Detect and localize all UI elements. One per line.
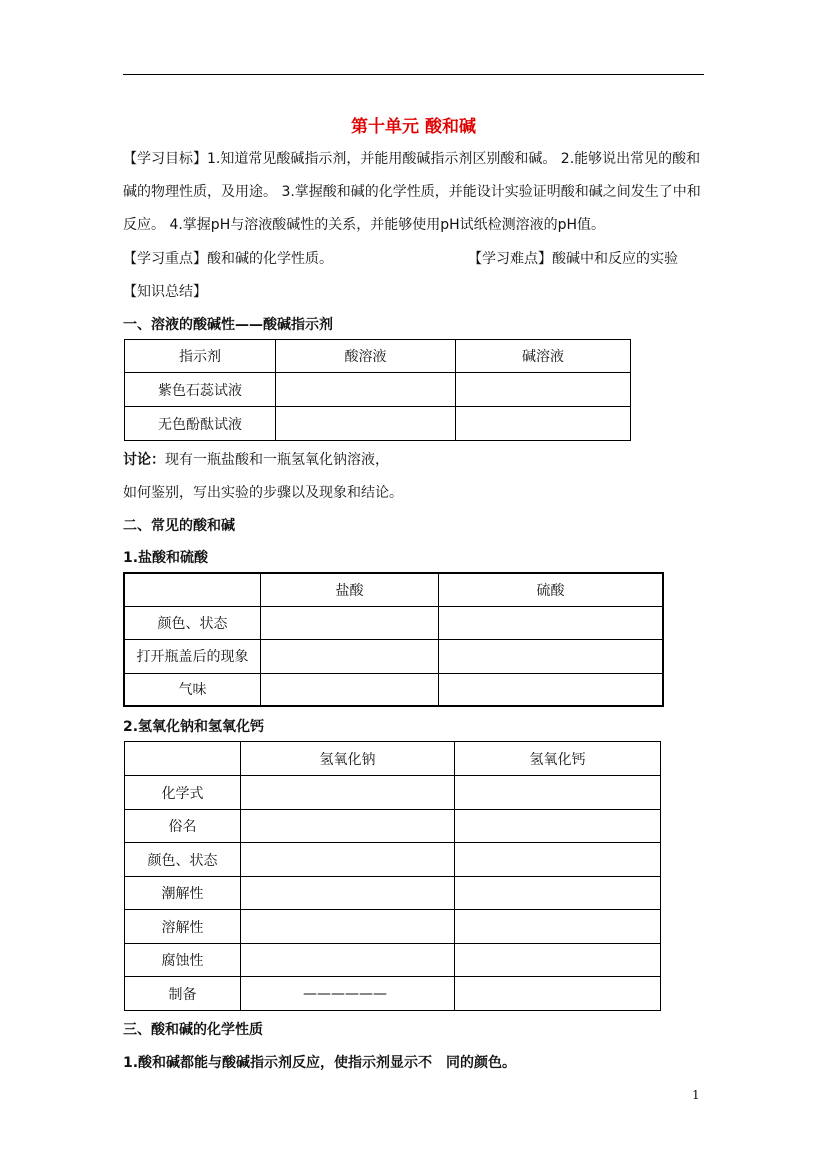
table-cell: 潮解性 (125, 877, 241, 910)
page-number: 1 (692, 1088, 700, 1102)
table-row (125, 810, 661, 843)
table-row (124, 639, 663, 673)
table-cell: 腐蚀性 (125, 944, 241, 977)
table-header-cell (124, 573, 261, 606)
base-table (124, 741, 661, 1011)
table-cell (276, 373, 456, 407)
table-header-cell: 硫酸 (439, 573, 664, 606)
header-rule (123, 74, 704, 75)
table-cell (439, 639, 664, 673)
table-header-row (124, 573, 663, 606)
table-cell (439, 673, 664, 706)
table-cell: 气味 (124, 673, 261, 706)
table-cell: 无色酚酞试液 (125, 407, 276, 441)
table-row (125, 776, 661, 810)
table-cell (241, 910, 455, 944)
table-cell: —————— (241, 977, 455, 1011)
table-row (125, 944, 661, 977)
section-3-heading: 三、酸和碱的化学性质 (123, 1022, 263, 1038)
table-cell (455, 910, 661, 944)
table-cell (241, 944, 455, 977)
table-cell: 打开瓶盖后的现象 (124, 639, 261, 673)
discussion-line-2: 如何鉴别，写出实验的步骤以及现象和结论。 (123, 485, 403, 501)
table-row (125, 977, 661, 1011)
page-title: 第十单元 酸和碱 (351, 117, 476, 137)
section-1-heading: 一、溶液的酸碱性——酸碱指示剂 (123, 317, 333, 333)
table-header-cell (125, 742, 241, 776)
table-cell (455, 843, 661, 877)
table-header-cell: 酸溶液 (276, 340, 456, 373)
table-cell (439, 606, 664, 639)
discussion (123, 449, 389, 469)
table-cell (455, 877, 661, 910)
table-cell: 颜色、状态 (124, 606, 261, 639)
learning-goals: 【学习目标】1.知道常见酸碱指示剂，并能用酸碱指示剂区别酸和碱。 2.能够说出常见的酸和碱的物理性质，及用途。 3.掌握酸和碱的化学性质，并能设计实验证明酸和碱之间发生了中和反应。 4.掌握pH与溶液酸碱性的关系，并能够使用pH试纸检测溶液的pH值。 (123, 151, 701, 233)
subsection-3-heading: 1.酸和碱都能与酸碱指示剂反应，使指示剂显示不 同的颜色。 (123, 1055, 517, 1071)
table-header-cell: 氢氧化钠 (241, 742, 455, 776)
table-cell (455, 944, 661, 977)
table-cell (455, 810, 661, 843)
table-header-row (125, 340, 631, 373)
key-point: 【学习重点】酸和碱的化学性质。 (123, 251, 333, 267)
table-row (124, 673, 663, 706)
table-row (125, 843, 661, 877)
table-cell (241, 877, 455, 910)
table-row (124, 606, 663, 639)
table-row (125, 373, 631, 407)
subsection-2-heading: 2.氢氧化钠和氢氧化钙 (123, 719, 265, 735)
table-cell (455, 776, 661, 810)
table-cell (456, 407, 631, 441)
table-cell (241, 810, 455, 843)
table-header-row (125, 742, 661, 776)
table-cell: 制备 (125, 977, 241, 1011)
table-row (125, 910, 661, 944)
table-cell (276, 407, 456, 441)
table-cell: 溶解性 (125, 910, 241, 944)
table-cell: 俗名 (125, 810, 241, 843)
table-cell (261, 673, 439, 706)
table-cell: 紫色石蕊试液 (125, 373, 276, 407)
discussion-label: 讨论： (123, 452, 165, 468)
table-header-cell: 盐酸 (261, 573, 439, 606)
table-cell (241, 843, 455, 877)
table-row (125, 407, 631, 441)
table-cell: 化学式 (125, 776, 241, 810)
indicator-table (124, 339, 631, 441)
table-cell (456, 373, 631, 407)
section-2-heading: 二、常见的酸和碱 (123, 518, 235, 534)
subsection-1-heading: 1.盐酸和硫酸 (123, 550, 209, 566)
table-cell: 颜色、状态 (125, 843, 241, 877)
table-header-cell: 指示剂 (125, 340, 276, 373)
table-cell (261, 639, 439, 673)
acid-table (123, 572, 664, 707)
table-row (125, 877, 661, 910)
table-header-cell: 氢氧化钙 (455, 742, 661, 776)
table-cell (241, 776, 455, 810)
discussion-text: 现有一瓶盐酸和一瓶氢氧化钠溶液， (165, 452, 389, 468)
table-cell (261, 606, 439, 639)
table-cell (455, 977, 661, 1011)
difficulty: 【学习难点】酸碱中和反应的实验 (468, 251, 678, 267)
knowledge-summary: 【知识总结】 (123, 284, 207, 300)
table-header-cell: 碱溶液 (456, 340, 631, 373)
